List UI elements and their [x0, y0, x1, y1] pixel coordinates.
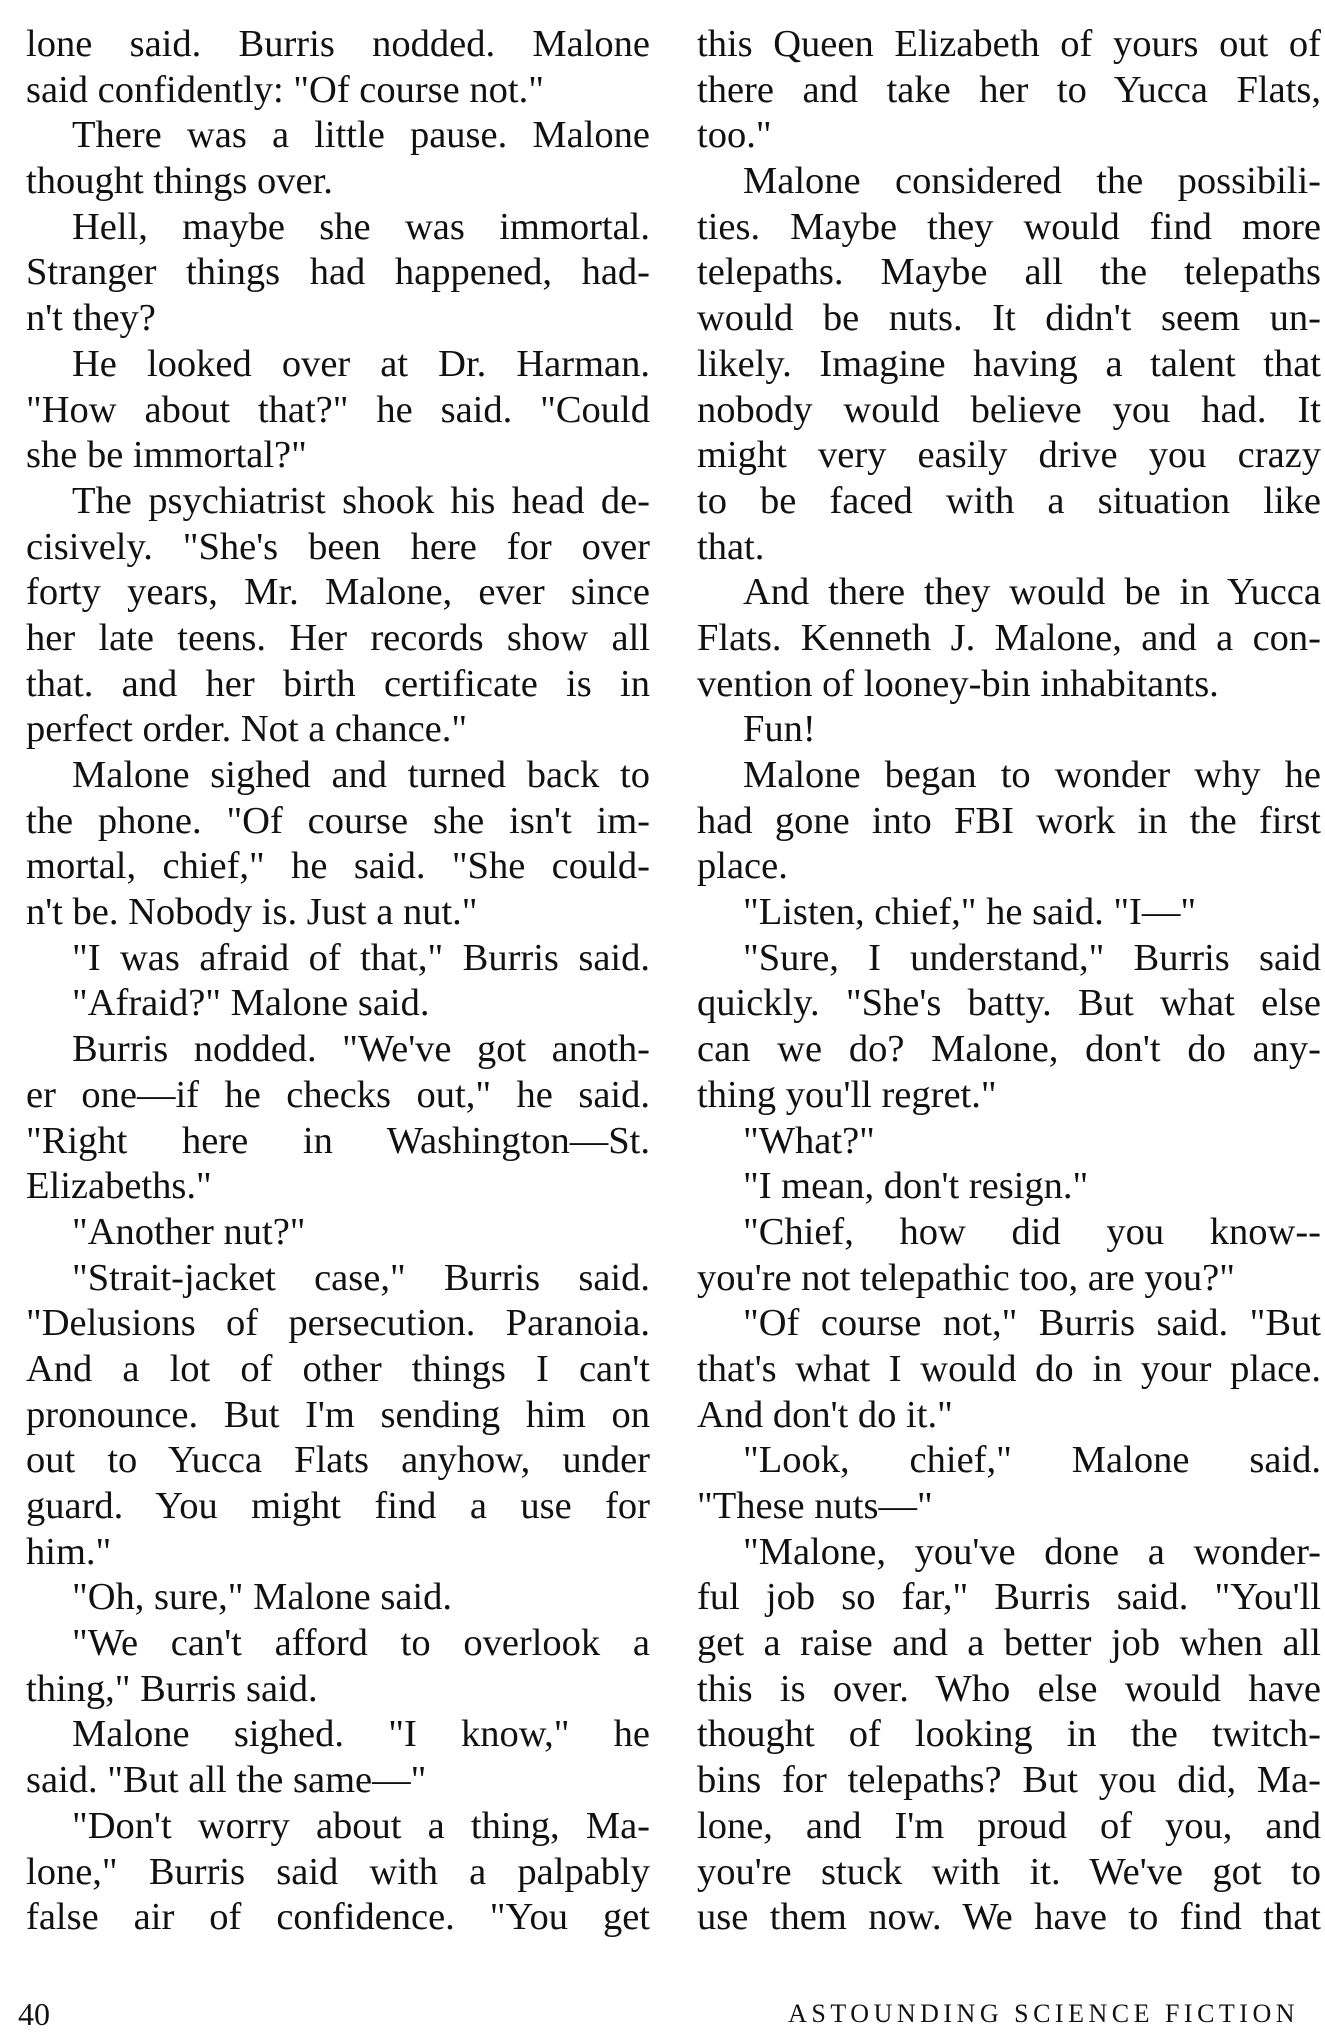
text-line: ties. Maybe they would find more — [697, 205, 1321, 248]
text-line: can we do? Malone, don't do any- — [697, 1028, 1321, 1071]
text-line: that. and her birth certificate is in — [26, 662, 650, 705]
text-line: "Delusions of persecution. Paranoia. — [26, 1302, 650, 1345]
text-line: use them now. We have to find that — [697, 1896, 1321, 1939]
text-line: you're stuck with it. We've got to — [697, 1850, 1321, 1893]
text-line: bins for telepaths? But you did, Ma- — [697, 1759, 1321, 1802]
text-line: lone, and I'm proud of you, and — [697, 1804, 1321, 1847]
text-line: might very easily drive you crazy — [697, 434, 1321, 477]
text-line: "Of course not," Burris said. "But — [743, 1302, 1321, 1345]
text-line: "Malone, you've done a wonder- — [743, 1530, 1321, 1573]
text-line: you're not telepathic too, are you?" — [697, 1256, 1235, 1299]
text-line: nobody would believe you had. It — [697, 388, 1321, 431]
text-line: n't be. Nobody is. Just a nut." — [26, 891, 478, 934]
text-line: pronounce. But I'm sending him on — [26, 1393, 650, 1436]
text-line: Malone sighed. "I know," he — [72, 1713, 650, 1756]
text-line: Malone sighed and turned back to — [72, 754, 650, 796]
text-line: He looked over at Dr. Harman. — [72, 342, 650, 385]
text-line: "How about that?" he said. "Could — [26, 388, 650, 431]
text-line: mortal, chief," he said. "She could- — [26, 845, 650, 888]
text-line: Malone began to wonder why he — [743, 754, 1321, 796]
text-line: him." — [26, 1530, 112, 1573]
text-line: out to Yucca Flats anyhow, under — [26, 1439, 650, 1482]
right-text-column — [697, 22, 1321, 1941]
text-line: "We can't afford to overlook a — [72, 1622, 650, 1665]
text-line: place. — [697, 845, 788, 888]
text-line: the phone. "Of course she isn't im- — [26, 799, 650, 842]
text-line: her late teens. Her records show all — [26, 616, 650, 659]
text-line: cisively. "She's been here for over — [26, 525, 650, 568]
text-line: lone said. Burris nodded. Malone — [26, 23, 650, 65]
text-line: "Look, chief," Malone said. — [743, 1439, 1321, 1482]
text-line: And don't do it." — [697, 1393, 953, 1436]
text-line: thought of looking in the twitch- — [697, 1713, 1321, 1756]
text-line: Burris nodded. "We've got anoth- — [72, 1028, 650, 1071]
text-line: Flats. Kenneth J. Malone, and a con- — [697, 616, 1321, 659]
text-line: guard. You might find a use for — [26, 1485, 650, 1527]
text-line: false air of confidence. "You get — [26, 1896, 650, 1939]
text-line: "These nuts—" — [697, 1485, 933, 1527]
text-line: would be nuts. It didn't seem un- — [697, 297, 1321, 340]
text-line: thing you'll regret." — [697, 1073, 997, 1116]
text-line: to be faced with a situation like — [697, 479, 1321, 522]
text-line: "Don't worry about a thing, Ma- — [72, 1804, 650, 1847]
text-line: telepaths. Maybe all the telepaths — [697, 251, 1321, 294]
text-line: "Afraid?" Malone said. — [72, 982, 430, 1025]
text-line: likely. Imagine having a talent that — [697, 342, 1321, 385]
text-line: ful job so far," Burris said. "You'll — [697, 1576, 1321, 1619]
text-line: this is over. Who else would have — [697, 1667, 1321, 1710]
text-line: get a raise and a better job when all — [697, 1622, 1321, 1665]
text-line: thing," Burris said. — [26, 1667, 318, 1710]
text-line: forty years, Mr. Malone, ever since — [26, 571, 650, 614]
text-line: "Listen, chief," he said. "I—" — [743, 891, 1197, 934]
text-line: had gone into FBI work in the first — [697, 799, 1321, 842]
text-line: that's what I would do in your place. — [697, 1347, 1321, 1390]
text-line: there and take her to Yucca Flats, — [697, 68, 1321, 111]
text-line: "I was afraid of that," Burris said. — [72, 936, 650, 979]
text-line: er one—if he checks out," he said. — [26, 1073, 650, 1116]
text-line: The psychiatrist shook his head de- — [72, 479, 650, 522]
text-line: "What?" — [743, 1119, 875, 1162]
text-line: And a lot of other things I can't — [26, 1347, 650, 1390]
left-text-column — [26, 22, 650, 1941]
text-line: "Strait-jacket case," Burris said. — [72, 1256, 650, 1299]
running-head: ASTOUNDING SCIENCE FICTION — [788, 1999, 1299, 2028]
text-line: Fun! — [743, 708, 816, 751]
text-line: that. — [697, 525, 765, 568]
text-line: "Another nut?" — [72, 1210, 306, 1253]
text-line: Malone considered the possibili- — [743, 160, 1321, 203]
text-line: said. "But all the same—" — [26, 1759, 427, 1802]
text-line: "Chief, how did you know-- — [743, 1210, 1321, 1253]
text-line: "Right here in Washington—St. — [26, 1119, 650, 1162]
text-line: "Sure, I understand," Burris said — [743, 936, 1321, 979]
text-line: There was a little pause. Malone — [72, 114, 650, 157]
text-line: quickly. "She's batty. But what else — [697, 982, 1321, 1025]
text-line: "Oh, sure," Malone said. — [72, 1576, 452, 1619]
text-line: she be immortal?" — [26, 434, 307, 477]
text-line: thought things over. — [26, 160, 333, 203]
text-line: perfect order. Not a chance." — [26, 708, 468, 751]
text-line: "I mean, don't resign." — [743, 1165, 1089, 1208]
text-line: said confidently: "Of course not." — [26, 68, 544, 111]
text-line: too." — [697, 114, 772, 157]
text-line: Hell, maybe she was immortal. — [72, 205, 650, 248]
text-line: vention of looney-bin inhabitants. — [697, 662, 1219, 705]
text-line: Stranger things had happened, had- — [26, 251, 650, 294]
text-line: Elizabeths." — [26, 1165, 212, 1208]
text-line: And there they would be in Yucca — [743, 571, 1321, 614]
text-line: n't they? — [26, 297, 156, 340]
page-number: 40 — [18, 1996, 50, 2032]
text-line: this Queen Elizabeth of yours out of — [697, 23, 1321, 65]
text-line: lone," Burris said with a palpably — [26, 1850, 650, 1893]
